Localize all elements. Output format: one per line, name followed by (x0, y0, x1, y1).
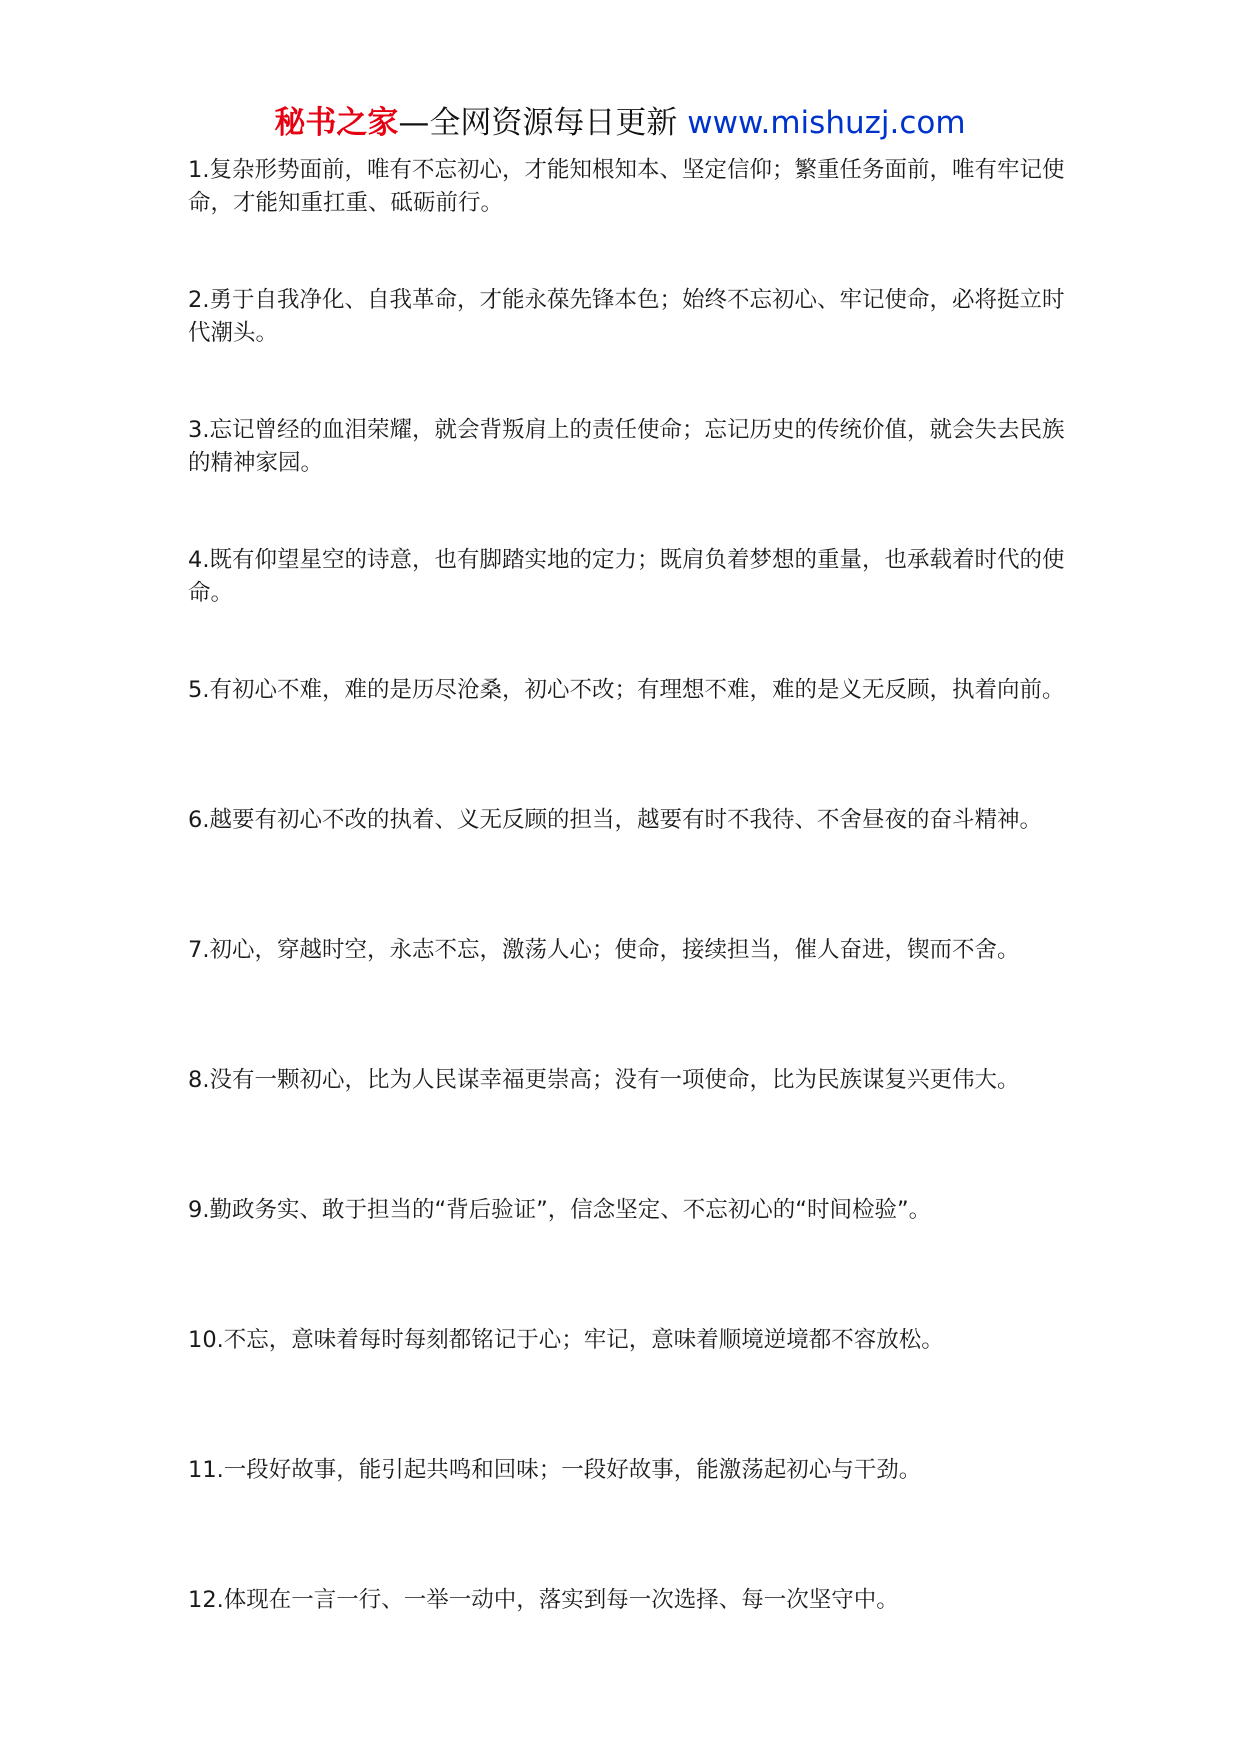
list-item: 11.一段好故事，能引起共鸣和回味；一段好故事，能激荡起初心与干劲。 (188, 1457, 922, 1483)
list-item: 7.初心，穿越时空，永志不忘，激荡人心；使命，接续担当，催人奋进，锲而不舍。 (188, 937, 1020, 963)
brand-name: 秘书之家 (274, 105, 399, 141)
document-header (0, 103, 1240, 143)
list-item: 5.有初心不难，难的是历尽沧桑，初心不改；有理想不难，难的是义无反顾，执着向前。 (188, 677, 1065, 703)
list-item: 10.不忘，意味着每时每刻都铭记于心；牢记，意味着顺境逆境都不容放松。 (188, 1327, 944, 1353)
list-item: 6.越要有初心不改的执着、义无反顾的担当，越要有时不我待、不舍昼夜的奋斗精神。 (188, 807, 1042, 833)
list-item: 2.勇于自我净化、自我革命，才能永葆先锋本色；始终不忘初心、牢记使命，必将挺立时代潮头。 (188, 287, 1065, 346)
header-tagline: —全网资源每日更新 (398, 105, 678, 141)
list-item: 9.勤政务实、敢于担当的“背后验证”，信念坚定、不忘初心的“时间检验”。 (188, 1197, 932, 1223)
list-item: 8.没有一颗初心，比为人民谋幸福更崇高；没有一项使命，比为民族谋复兴更伟大。 (188, 1067, 1020, 1093)
list-item: 12.体现在一言一行、一举一动中，落实到每一次选择、每一次坚守中。 (188, 1587, 899, 1613)
list-item: 4.既有仰望星空的诗意，也有脚踏实地的定力；既肩负着梦想的重量，也承载着时代的使命。 (188, 547, 1065, 606)
site-url-link[interactable]: www.mishuzj.com (687, 105, 966, 141)
quote-list (188, 154, 1078, 1714)
list-item: 1.复杂形势面前，唯有不忘初心，才能知根知本、坚定信仰；繁重任务面前，唯有牢记使命，才能知重扛重、砥砺前行。 (188, 157, 1065, 216)
list-item: 3.忘记曾经的血泪荣耀，就会背叛肩上的责任使命；忘记历史的传统价值，就会失去民族的精神家园。 (188, 417, 1065, 476)
